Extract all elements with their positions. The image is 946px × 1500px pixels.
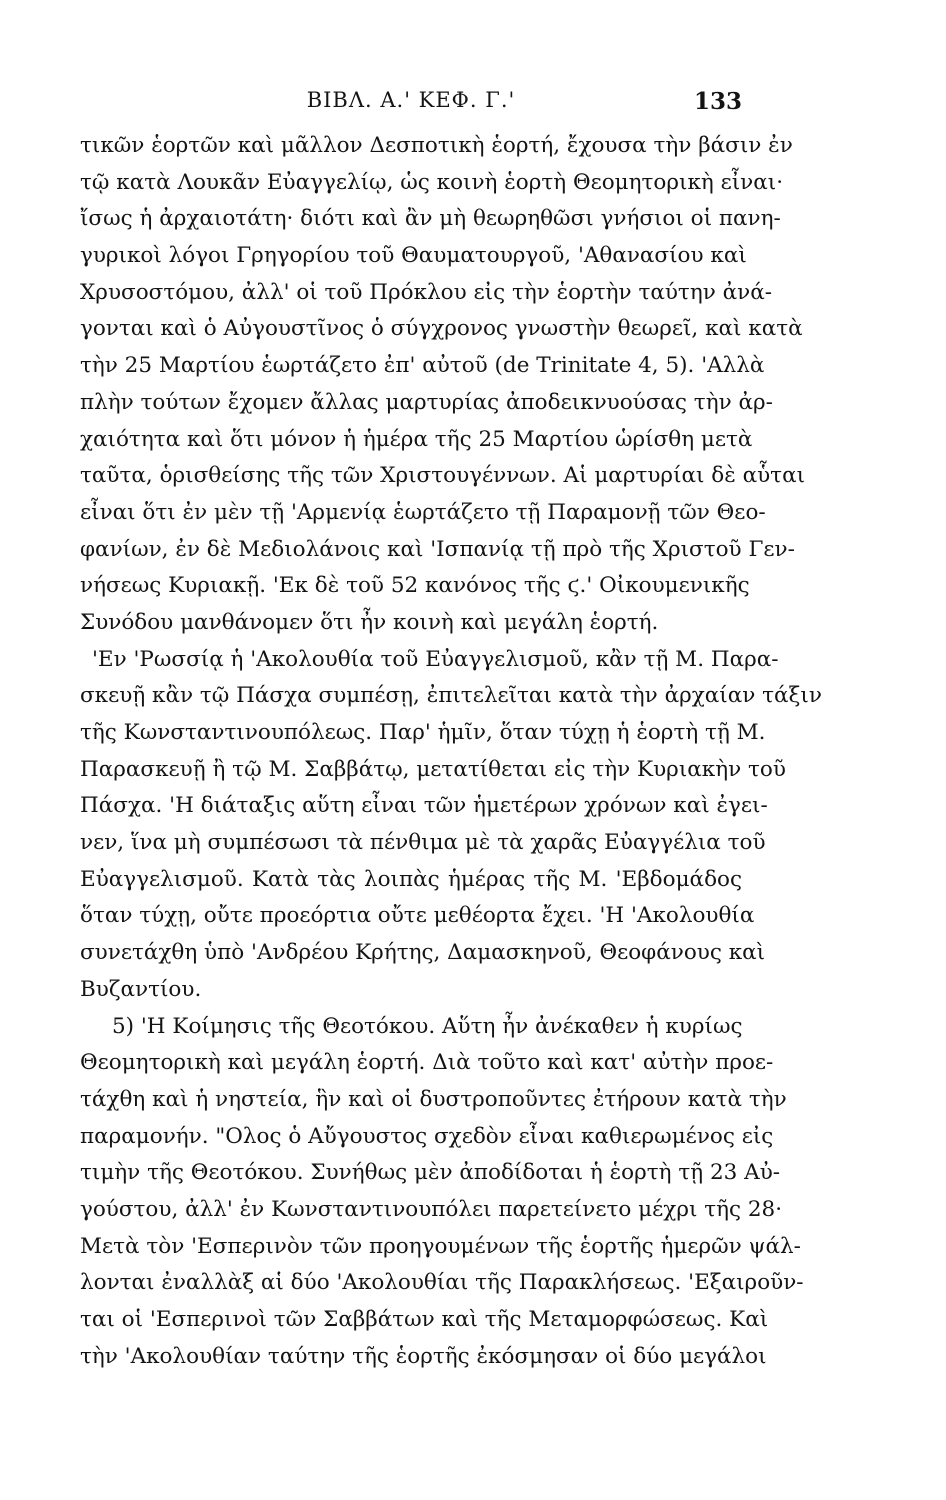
text-line: παραμονήν. "Ολος ὁ Αὔγουστος σχεδὸν εἶναι καθιερωμένος εἰς [80, 1123, 774, 1149]
text-line: τὴν 'Ακολουθίαν ταύτην τῆς ἑορτῆς ἐκόσμησαν οἱ δύο μεγάλοι [80, 1343, 767, 1369]
text-line: συνετάχθη ὑπὸ 'Ανδρέου Κρήτης, Δαμασκηνοῦ, Θεοφάνους καὶ [80, 940, 766, 966]
text-line: ταῦτα, ὁρισθείσης τῆς τῶν Χριστουγέννων. Αἱ μαρτυρίαι δὲ αὗται [80, 463, 806, 489]
paragraph-start-line: 'Εν 'Ρωσσίᾳ ἡ 'Ακολουθία τοῦ Εὐαγγελισμοῦ, κἂν τῇ Μ. Παρα- [92, 646, 779, 672]
text-line: λονται ἐναλλὰξ αἱ δύο 'Ακολουθίαι τῆς Παρακλήσεως. 'Εξαιροῦν- [80, 1270, 804, 1296]
text-line: Εὐαγγελισμοῦ. Κατὰ τὰς λοιπὰς ἡμέρας τῆς Μ. 'Εβδομάδος [80, 866, 742, 892]
text-line: ἴσως ἡ ἀρχαιοτάτη· διότι καὶ ἂν μὴ θεωρηθῶσι γνήσιοι οἱ πανη- [80, 206, 781, 232]
text-line: πλὴν τούτων ἔχομεν ἄλλας μαρτυρίας ἀποδεικνυούσας τὴν ἀρ- [80, 389, 773, 415]
text-line: Χρυσοστόμου, ἀλλ' οἱ τοῦ Πρόκλου εἰς τὴν ἑορτὴν ταύτην ἀνά- [80, 279, 772, 305]
text-line: σκευῇ κἂν τῷ Πάσχα συμπέσῃ, ἐπιτελεῖται κατὰ τὴν ἀρχαίαν τάξιν [80, 683, 822, 709]
page-number: 133 [693, 88, 742, 115]
text-line: φανίων, ἐν δὲ Μεδιολάνοις καὶ 'Ισπανίᾳ τῇ πρὸ τῆς Χριστοῦ Γεν- [80, 536, 795, 562]
text-line: γονται καὶ ὁ Αὐγουστῖνος ὁ σύγχρονος γνωστὴν θεωρεῖ, καὶ κατὰ [80, 316, 803, 342]
paragraph-start-line: 5) 'Η Κοίμησις τῆς Θεοτόκου. Αὕτη ἦν ἀνέκαθεν ἡ κυρίως [112, 1013, 743, 1039]
text-line: τῷ κατὰ Λουκᾶν Εὐαγγελίῳ, ὡς κοινὴ ἑορτὴ Θεομητορικὴ εἶναι· [80, 169, 784, 195]
text-line: τῆς Κωνσταντινουπόλεως. Παρ' ἡμῖν, ὅταν τύχῃ ἡ ἑορτὴ τῇ Μ. [80, 720, 766, 745]
text-line: Πάσχα. 'Η διάταξις αὕτη εἶναι τῶν ἡμετέρων χρόνων καὶ ἐγει- [80, 793, 768, 819]
running-head [80, 88, 742, 118]
text-line: γούστου, ἀλλ' ἐν Κωνσταντινουπόλει παρετείνετο μέχρι τῆς 28· [80, 1196, 783, 1222]
text-line: εἶναι ὅτι ἐν μὲν τῇ 'Αρμενίᾳ ἑωρτάζετο τῇ Παραμονῇ τῶν Θεο- [80, 499, 766, 525]
text-line: νεν, ἵνα μὴ συμπέσωσι τὰ πένθιμα μὲ τὰ χαρᾶς Εὐαγγέλια τοῦ [80, 830, 766, 856]
text-line: ὅταν τύχῃ, οὔτε προεόρτια οὔτε μεθέορτα ἔχει. 'Η 'Ακολουθία [80, 903, 755, 929]
text-line: γυρικοὶ λόγοι Γρηγορίου τοῦ Θαυματουργοῦ, 'Αθανασίου καὶ [80, 243, 747, 269]
text-line: Συνόδου μανθάνομεν ὅτι ἦν κοινὴ καὶ μεγάλη ἑορτή. [80, 609, 659, 635]
text-line: Βυζαντίου. [80, 976, 202, 1002]
text-line: τὴν 25 Μαρτίου ἑωρτάζετο ἐπ' αὐτοῦ (de Trinitate 4, 5). 'Αλλὰ [80, 353, 765, 379]
text-line: τικῶν ἑορτῶν καὶ μᾶλλον Δεσποτικὴ ἑορτή, ἔχουσα τὴν βάσιν ἐν [80, 133, 793, 158]
text-line: χαιότητα καὶ ὅτι μόνον ἡ ἡμέρα τῆς 25 Μαρτίου ὡρίσθη μετὰ [80, 426, 753, 452]
body-text [80, 128, 822, 1375]
text-line: ται οἱ 'Εσπερινοὶ τῶν Σαββάτων καὶ τῆς Μεταμορφώσεως. Καὶ [80, 1307, 769, 1332]
text-line: τάχθη καὶ ἡ νηστεία, ἣν καὶ οἱ δυστροποῦντες ἐτήρουν κατὰ τὴν [80, 1086, 787, 1112]
text-line: τιμὴν τῆς Θεοτόκου. Συνήθως μὲν ἀποδίδοται ἡ ἑορτὴ τῇ 23 Αὐ- [80, 1160, 781, 1186]
text-line: Θεομητορικὴ καὶ μεγάλη ἑορτή. Διὰ τοῦτο καὶ κατ' αὐτὴν προε- [80, 1050, 774, 1076]
running-title: ΒΙΒΛ. Α.' ΚΕΦ. Γ.' [306, 88, 516, 112]
text-line: Μετὰ τὸν 'Εσπερινὸν τῶν προηγουμένων τῆς ἑορτῆς ἡμερῶν ψάλ- [80, 1233, 801, 1259]
text-line: Παρασκευῇ ἢ τῷ Μ. Σαββάτῳ, μετατίθεται εἰς τὴν Κυριακὴν τοῦ [80, 756, 786, 782]
text-line: νήσεως Κυριακῇ. 'Εκ δὲ τοῦ 52 κανόνος τῆς ϛ.' Οἰκουμενικῆς [80, 573, 750, 599]
